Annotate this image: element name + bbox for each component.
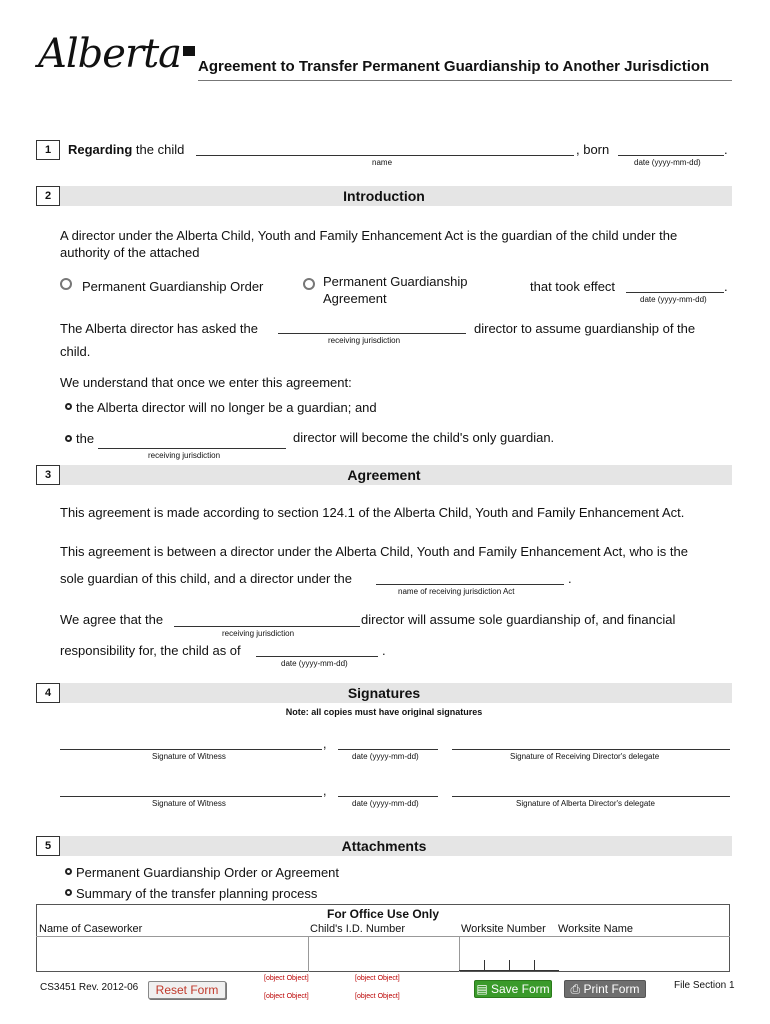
- bullet2-pre: the: [76, 431, 95, 446]
- section-4-number: 4: [36, 683, 60, 703]
- comb-tick: [484, 960, 485, 970]
- guardianship-date-field[interactable]: [256, 656, 378, 657]
- receiving-jurisdiction-field-3[interactable]: [174, 626, 360, 627]
- agree-pre: We agree that the: [60, 612, 164, 627]
- regarding-label: Regarding the child: [68, 142, 185, 157]
- witness-signature-2[interactable]: [60, 796, 322, 797]
- col-caseworker: Name of Caseworker: [39, 923, 143, 935]
- section-1-number: 1: [36, 140, 60, 160]
- took-effect-label: that took effect: [530, 279, 616, 294]
- file-section: File Section 1: [674, 980, 735, 991]
- bullet-icon: [65, 889, 72, 896]
- witness-signature-1[interactable]: [60, 749, 322, 750]
- option-agreement-label-2: Agreement: [323, 291, 387, 306]
- child-word: child.: [60, 344, 91, 359]
- col-child-id: Child's I.D. Number: [310, 923, 406, 935]
- intro-line1: A director under the Alberta Child, Youth and Family Enhancement Act is the guardian of the child under the: [60, 228, 678, 243]
- effect-date-caption: date (yyyy-mm-dd): [640, 295, 707, 304]
- section-5-number: 5: [36, 836, 60, 856]
- attachment-2: Summary of the transfer planning process: [76, 886, 318, 901]
- effect-date-field[interactable]: [626, 292, 724, 293]
- section-2-number: 2: [36, 186, 60, 206]
- radio-agreement[interactable]: [303, 278, 315, 290]
- act-caption: name of receiving jurisdiction Act: [398, 587, 515, 596]
- receiving-act-field[interactable]: [376, 584, 564, 585]
- understand-text: We understand that once we enter this agreement:: [60, 375, 352, 390]
- page-title: Agreement to Transfer Permanent Guardianship to Another Jurisdiction: [198, 58, 710, 75]
- reset-form-button[interactable]: Reset Form: [148, 981, 226, 999]
- save-icon: ▤: [476, 982, 491, 996]
- receiving-jurisdiction-field-2[interactable]: [98, 448, 286, 449]
- alberta-delegate-signature[interactable]: [452, 796, 730, 797]
- guardianship-date-caption: date (yyyy-mm-dd): [281, 659, 348, 668]
- object-label: [object Object]: [355, 975, 400, 982]
- bullet2-post: director will become the child's only guardian.: [293, 430, 555, 445]
- section-5-title: Attachments: [341, 838, 427, 854]
- alberta-delegate-caption: Signature of Alberta Director's delegate: [516, 799, 655, 808]
- comma: ,: [323, 737, 327, 751]
- bullet-icon: [65, 403, 72, 410]
- asked-post: director to assume guardianship of the: [474, 321, 696, 336]
- date-caption-1: date (yyyy-mm-dd): [352, 752, 419, 761]
- agreement-para1: This agreement is made according to section 124.1 of the Alberta Child, Youth and Family Enhancement Act.: [60, 505, 685, 520]
- comb-tick: [534, 960, 535, 970]
- option-agreement-label-1: Permanent Guardianship: [323, 274, 468, 289]
- object-label: [object Object]: [264, 975, 309, 982]
- office-use-title: For Office Use Only: [326, 907, 440, 921]
- print-icon: ⎙: [570, 982, 584, 996]
- comb-tick: [509, 960, 510, 970]
- agree-post: director will assume sole guardianship of, and financial: [361, 612, 676, 627]
- name-caption: name: [372, 158, 393, 167]
- receiving-jurisdiction-field-1[interactable]: [278, 333, 466, 334]
- section-4-title: Signatures: [347, 685, 421, 701]
- period: .: [382, 643, 386, 658]
- receiving-caption-1: receiving jurisdiction: [328, 336, 401, 345]
- office-col-divider: [459, 936, 460, 972]
- comma: ,: [323, 784, 327, 798]
- child-name-field[interactable]: [196, 155, 574, 156]
- section-2-title: Introduction: [343, 188, 425, 204]
- section-3-title: Agreement: [347, 467, 421, 483]
- asked-pre: The Alberta director has asked the: [60, 321, 259, 336]
- save-form-button[interactable]: ▤ Save Form: [474, 980, 552, 998]
- radio-order[interactable]: [60, 278, 72, 290]
- print-form-button[interactable]: ⎙ Print Form: [564, 980, 646, 998]
- witness-caption-1: Signature of Witness: [152, 752, 226, 761]
- receiving-delegate-caption: Signature of Receiving Director's delegate: [510, 752, 660, 761]
- responsibility-text: responsibility for, the child as of: [60, 643, 241, 658]
- period: .: [568, 571, 572, 586]
- witness-caption-2: Signature of Witness: [152, 799, 226, 808]
- office-divider: [36, 936, 730, 937]
- born-label: , born: [576, 142, 610, 157]
- receiving-caption-3: receiving jurisdiction: [222, 629, 295, 638]
- col-worksite-number: Worksite Number: [461, 923, 546, 935]
- logo-mark: [183, 46, 195, 56]
- title-rule: [198, 80, 732, 81]
- receiving-delegate-signature[interactable]: [452, 749, 730, 750]
- option-order-label: Permanent Guardianship Order: [82, 279, 264, 294]
- period: .: [724, 142, 728, 157]
- bullet-icon: [65, 435, 72, 442]
- agreement-para2-line2: sole guardian of this child, and a director under the: [60, 571, 352, 586]
- bullet1-text: the Alberta director will no longer be a guardian; and: [76, 400, 377, 415]
- col-worksite-name: Worksite Name: [558, 923, 633, 935]
- period: .: [724, 279, 728, 294]
- attachment-1: Permanent Guardianship Order or Agreement: [76, 865, 340, 880]
- form-id: CS3451 Rev. 2012-06: [40, 982, 139, 993]
- receiving-caption-2: receiving jurisdiction: [148, 451, 221, 460]
- birth-date-field[interactable]: [618, 155, 724, 156]
- worksite-number-comb[interactable]: [459, 970, 559, 971]
- bullet-icon: [65, 868, 72, 875]
- witness-date-1[interactable]: [338, 749, 438, 750]
- signatures-note: Note: all copies must have original signatures: [285, 707, 483, 717]
- intro-line2: authority of the attached: [60, 245, 200, 260]
- witness-date-2[interactable]: [338, 796, 438, 797]
- agreement-para2-line1: This agreement is between a director under the Alberta Child, Youth and Family Enhancement Act, who is the: [60, 544, 688, 559]
- date-caption-2: date (yyyy-mm-dd): [352, 799, 419, 808]
- birth-date-caption: date (yyyy-mm-dd): [634, 158, 701, 167]
- object-label: [object Object]: [264, 993, 309, 1000]
- section-3-number: 3: [36, 465, 60, 485]
- alberta-logo: Alberta: [38, 34, 195, 74]
- office-col-divider: [308, 936, 309, 972]
- object-label: [object Object]: [355, 993, 400, 1000]
